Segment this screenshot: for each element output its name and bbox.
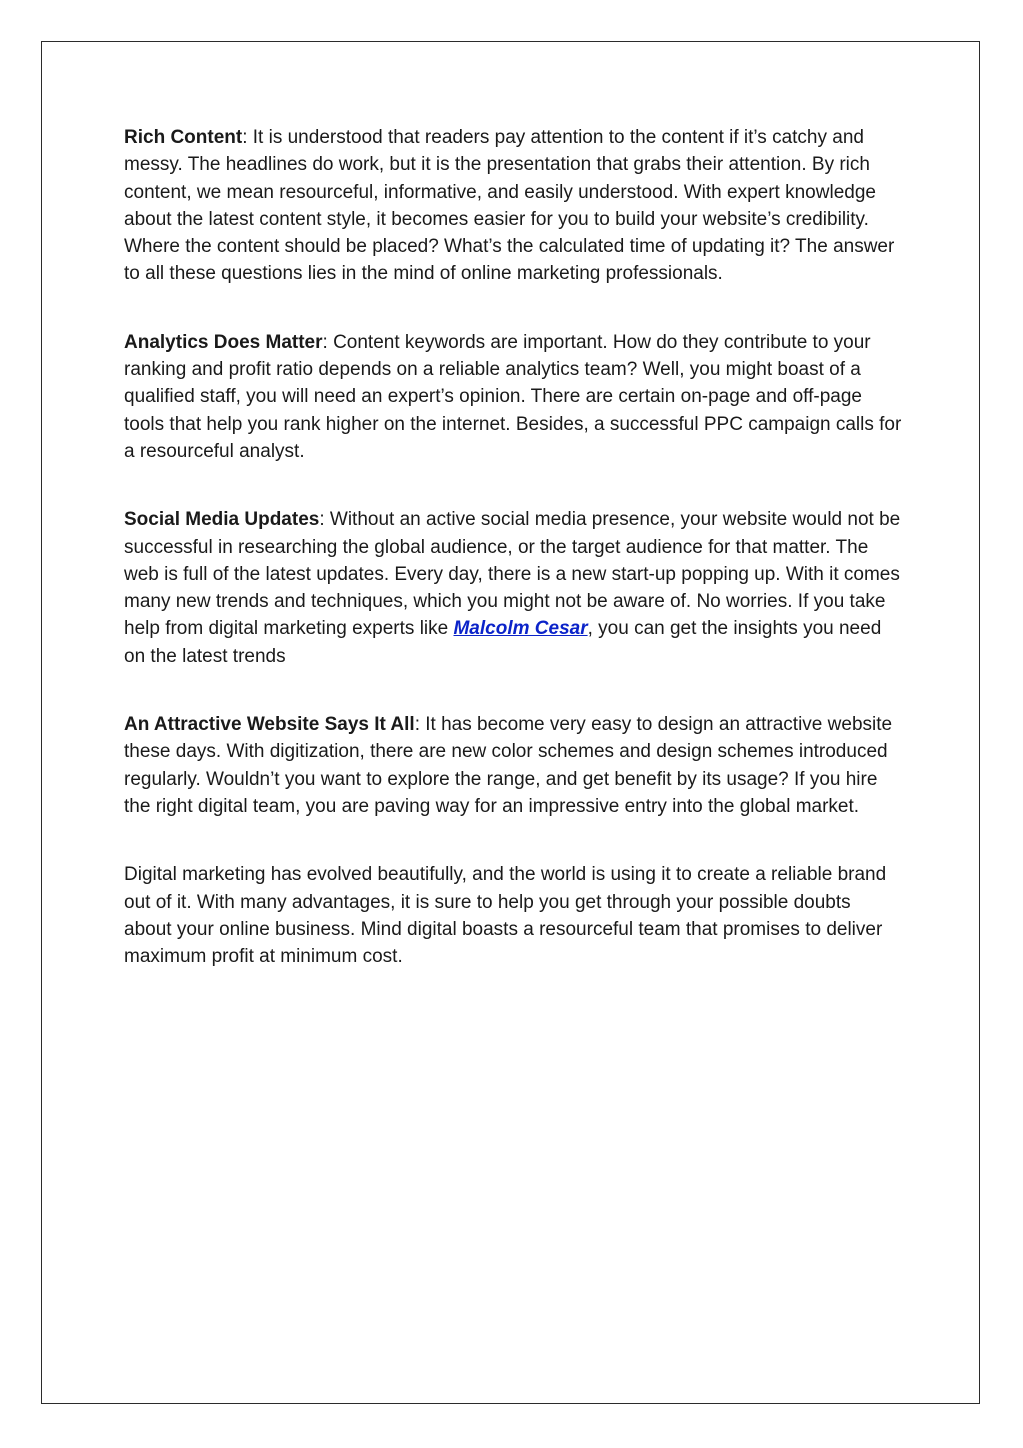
paragraph-heading: Rich Content (124, 127, 243, 148)
paragraph-analytics (124, 329, 902, 465)
paragraph-text: : Content keywords are important. How do they contribute to your ranking and profit ratio depends on a reliable analytics team? Well, you might boast of a qualified staff, you will need an expert’s opinion. There are certain on-page and off-page tools that help you rank higher on the internet. Besides, a successful PPC campaign calls for a resourceful analyst. (124, 331, 902, 462)
paragraph-conclusion (124, 861, 902, 970)
paragraph-text: Digital marketing has evolved beautifully, and the world is using it to create a reliable brand out of it. With many advantages, it is sure to help you get through your possible doubts about your online business. Mind digital boasts a resourceful team that promises to deliver maximum profit at minimum cost. (124, 864, 887, 968)
paragraph-text: : Without an active social media presence, your website would not be successful in researching the global audience, or the target audience for that matter. The web is full of the latest updates. Every day, there is a new start-up popping up. With it comes many new trends and techniques, which you might not be aware of. No worries. If you take help from digital marketing experts like (124, 509, 901, 640)
paragraph-heading: Analytics Does Matter (124, 331, 323, 353)
paragraph-text-after-link: , you can get the insights you need on the latest trends (124, 618, 882, 667)
paragraph-social-media (124, 506, 902, 670)
malcolm-cesar-link[interactable]: Malcolm Cesar (453, 618, 588, 640)
paragraph-text: : It is understood that readers pay attention to the content if it’s catchy and messy. The headlines do work, but it is the presentation that grabs their attention. By rich content, we mean resourceful, informative, and easily understood. With expert knowledge about the latest content style, it becomes easier for you to build your website’s credibility. Where the content should be placed? What’s the calculated time of updating it? The answer to all these questions lies in the mind of online marketing professionals. (124, 127, 895, 285)
paragraph-heading: Social Media Updates (124, 509, 320, 531)
paragraph-heading: An Attractive Website Says It All (124, 714, 415, 736)
paragraph-attractive-website (124, 711, 902, 820)
document-body (124, 124, 902, 1011)
paragraph-text: : It has become very easy to design an attractive website these days. With digitization, there are new color schemes and design schemes introduced regularly. Wouldn’t you want to explore the range, and get benefit by its usage? If you hire the right digital team, you are paving way for an impressive entry into the global market. (124, 714, 893, 817)
paragraph-rich-content (124, 124, 902, 288)
